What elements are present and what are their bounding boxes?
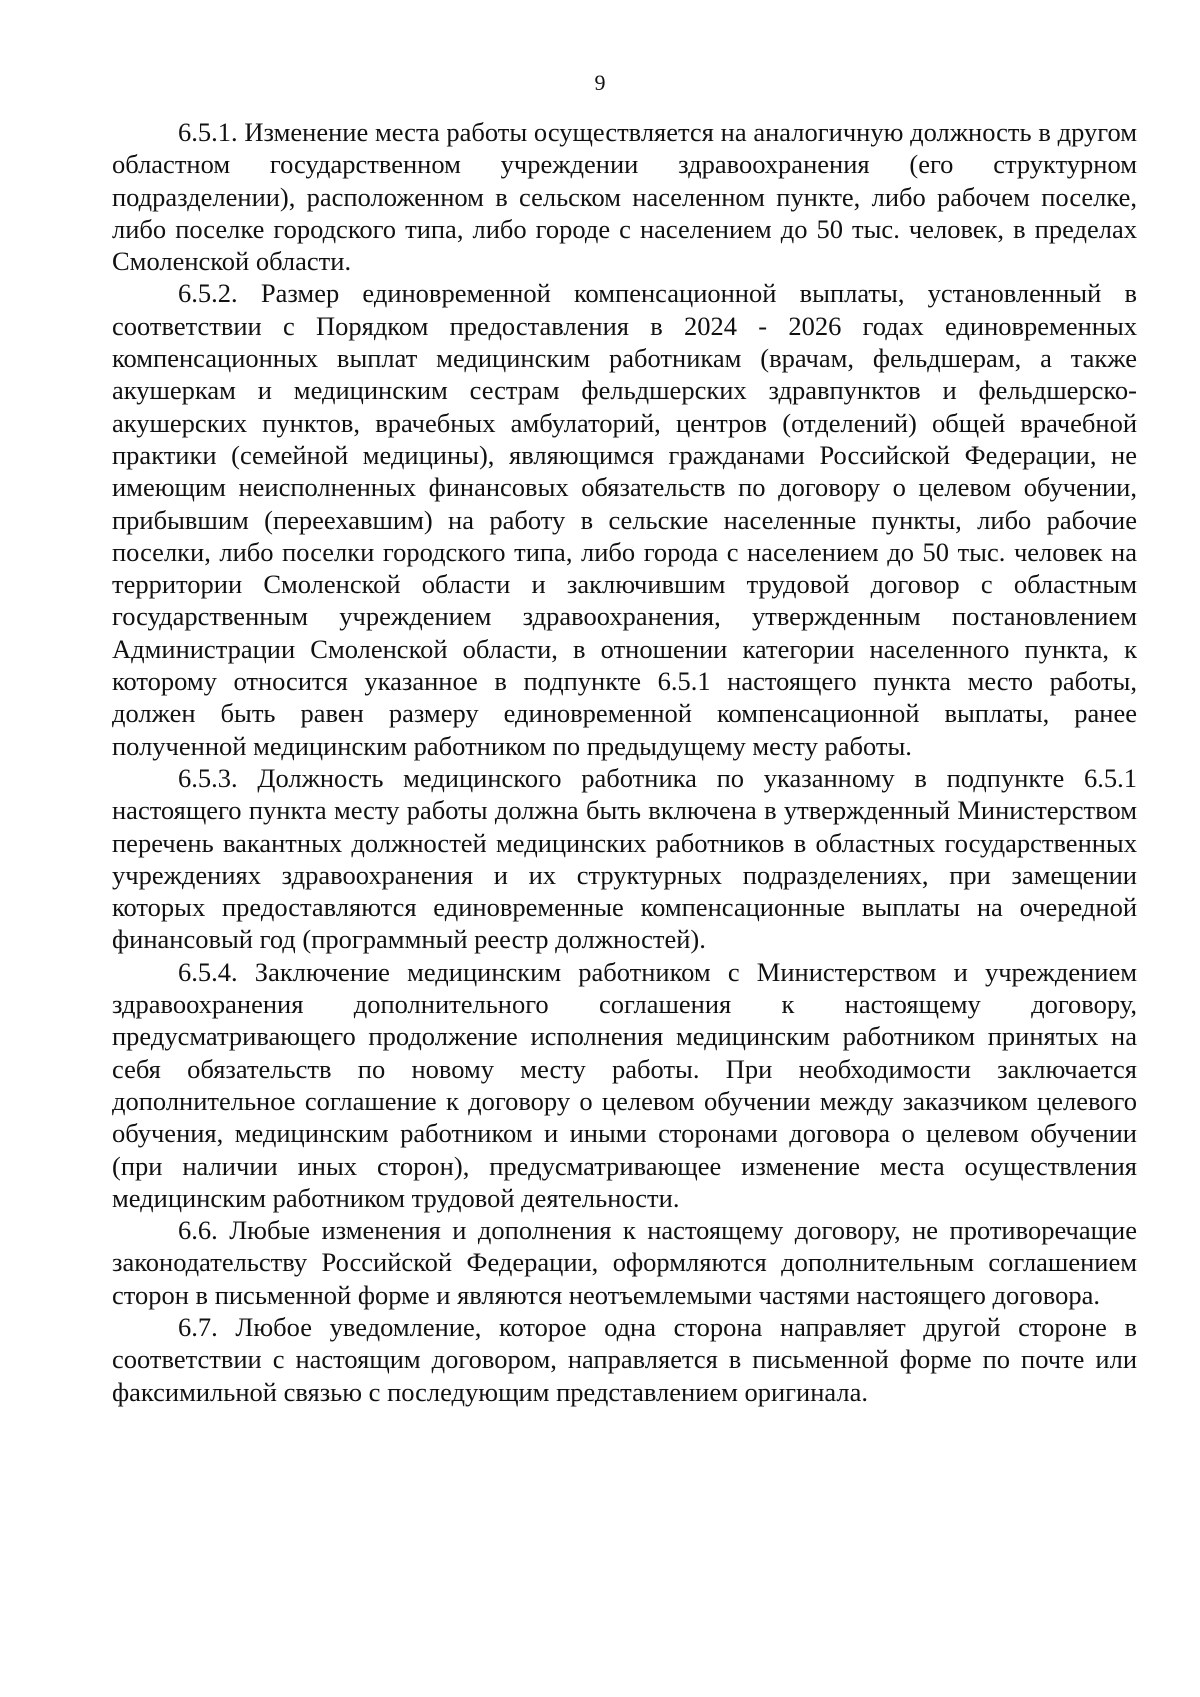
paragraph-6-6: 6.6. Любые изменения и дополнения к настоящему договору, не противоречащие законодательству Российской Федерации, оформляются дополнительным соглашением сторон в письменной форме и являются неотъемлемыми частями настоящего договора. (112, 1215, 1137, 1310)
paragraph-6-5-2: 6.5.2. Размер единовременной компенсационной выплаты, установленный в соответствии с Порядком предоставления в 2024 - 2026 годах единовременных компенсационных выплат медицинским работникам (врачам, фельдшерам, а также акушеркам и медицинским сестрам фельдшерских здравпунктов и фельдшерско-акушерских пунктов, врачебных амбулаторий, центров (отделений) общей врачебной практики (семейной медицины), являющимся гражданами Российской Федерации, не имеющим неисполненных финансовых обязательств по договору о целевом обучении, прибывшим (переехавшим) на работу в сельские населенные пункты, либо рабочие поселки, либо поселки городского типа, либо города с населением до 50 тыс. человек на территории Смоленской области и заключившим трудовой договор с областным государственным учреждением здравоохранения, утвержденным постановлением Администрации Смоленской области, в отношении категории населенного пункта, к которому относится указанное в подпункте 6.5.1 настоящего пункта место работы, должен быть равен размеру единовременной компенсационной выплаты, ранее полученной медицинским работником по предыдущему месту работы. (112, 278, 1137, 761)
document-body (112, 116, 1137, 1408)
page-number: 9 (594, 70, 606, 95)
paragraph-6-5-3: 6.5.3. Должность медицинского работника по указанному в подпункте 6.5.1 настоящего пункта месту работы должна быть включена в утвержденный Министерством перечень вакантных должностей медицинских работников в областных государственных учреждениях здравоохранения и их структурных подразделениях, при замещении которых предоставляются единовременные компенсационные выплаты на очередной финансовый год (программный реестр должностей). (112, 762, 1137, 955)
paragraph-6-5-1: 6.5.1. Изменение места работы осуществляется на аналогичную должность в другом областном государственном учреждении здравоохранения (его структурном подразделении), расположенном в сельском населенном пункте, либо рабочем поселке, либо поселке городского типа, либо городе с населением до 50 тыс. человек, в пределах Смоленской области. (112, 117, 1137, 277)
paragraph-6-7: 6.7. Любое уведомление, которое одна сторона направляет другой стороне в соответствии с настоящим договором, направляется в письменной форме по почте или факсимильной связью с последующим представлением оригинала. (112, 1311, 1137, 1407)
paragraph-6-5-4: 6.5.4. Заключение медицинским работником с Министерством и учреждением здравоохранения дополнительного соглашения к настоящему договору, предусматривающего продолжение исполнения медицинским работником принятых на себя обязательств по новому месту работы. При необходимости заключается дополнительное соглашение к договору о целевом обучении между заказчиком целевого обучения, медицинским работником и иными сторонами договора о целевом обучении (при наличии иных сторон), предусматривающее изменение места осуществления медицинским работником трудовой деятельности. (112, 956, 1137, 1213)
